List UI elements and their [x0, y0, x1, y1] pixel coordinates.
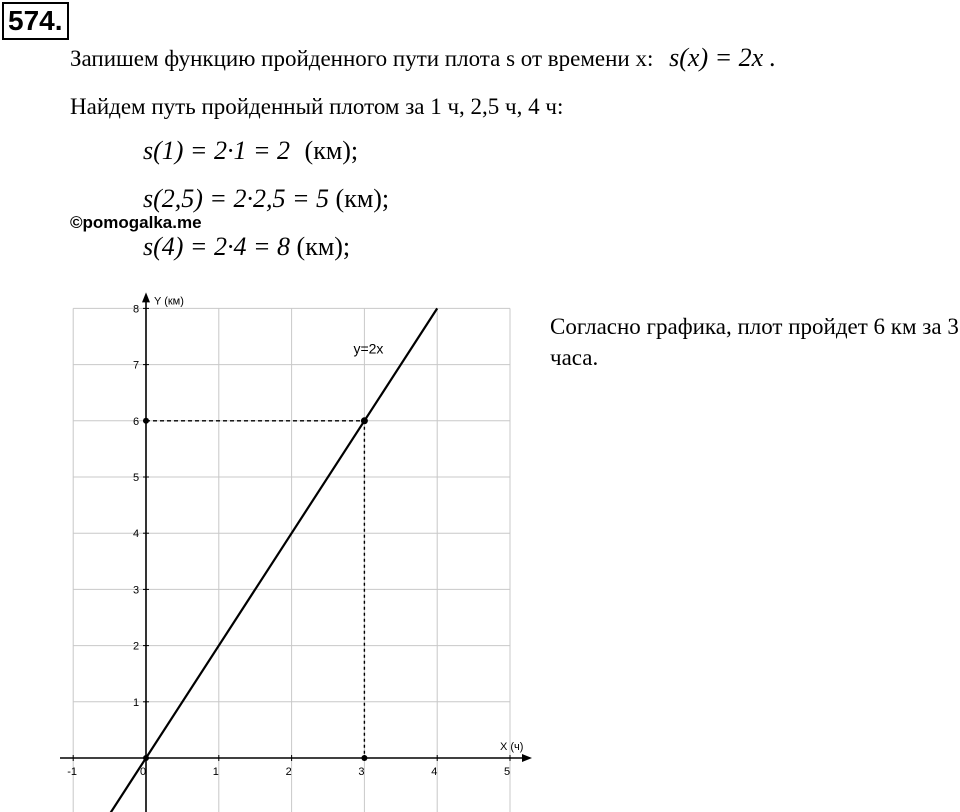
- y-axis-point: [143, 418, 149, 424]
- chart-ticks: [67, 303, 510, 778]
- calc-expr-1: s(1) = 2·1 = 2: [143, 136, 291, 165]
- x-tick-label: 3: [358, 766, 365, 778]
- y-tick-label: 2: [133, 640, 140, 653]
- x-tick-label: 5: [504, 766, 511, 778]
- calc-unit-1: (км);: [304, 136, 359, 165]
- watermark: ©pomogalka.me: [70, 213, 202, 232]
- highlight-point: [361, 417, 368, 424]
- chart-grid: [73, 308, 510, 812]
- y-tick-label: 5: [133, 472, 140, 484]
- x-axis-point: [361, 755, 367, 761]
- x-tick-label: -1: [67, 766, 77, 778]
- chart-labels: [154, 295, 523, 753]
- y-axis-arrow: [142, 292, 150, 302]
- y-tick-label: 4: [133, 528, 140, 541]
- task-statement: Найдем путь пройденный плотом за 1 ч, 2,5 ч, 4 ч:: [70, 94, 564, 119]
- y-tick-label: 6: [133, 415, 140, 428]
- function-formula: s(x) = 2x .: [669, 43, 777, 72]
- x-axis-label: X (ч): [500, 741, 524, 753]
- function-statement-text: Запишем функцию пройденного пути плота s от времени x:: [70, 46, 654, 71]
- chart-axes: [60, 292, 532, 812]
- y-tick-label: 1: [133, 696, 140, 709]
- x-tick-label: 0: [140, 766, 147, 778]
- calc-expr-2: s(2,5) = 2·2,5 = 5: [143, 184, 330, 213]
- x-tick-label: 4: [431, 766, 438, 778]
- calc-expr-3: s(4) = 2·4 = 8: [143, 232, 291, 261]
- calc-unit-3: (км);: [296, 232, 351, 261]
- y-tick-label: 3: [133, 584, 140, 597]
- calc-unit-2: (км);: [335, 184, 390, 213]
- origin-point: [143, 755, 149, 761]
- y-tick-label: 8: [133, 303, 140, 316]
- series-line-y-2x: [110, 308, 438, 812]
- y-tick-label: 7: [133, 359, 140, 372]
- x-tick-label: 2: [285, 766, 292, 778]
- chart-series: [110, 308, 438, 812]
- conclusion-text: Согласно графика, плот пройдет 6 км за 3 часа.: [550, 314, 959, 370]
- y-axis-label: Y (км): [154, 295, 184, 308]
- problem-number: 574.: [2, 2, 69, 40]
- series-label: y=2x: [353, 340, 384, 357]
- x-tick-label: 1: [212, 766, 219, 778]
- x-axis-arrow: [522, 754, 532, 762]
